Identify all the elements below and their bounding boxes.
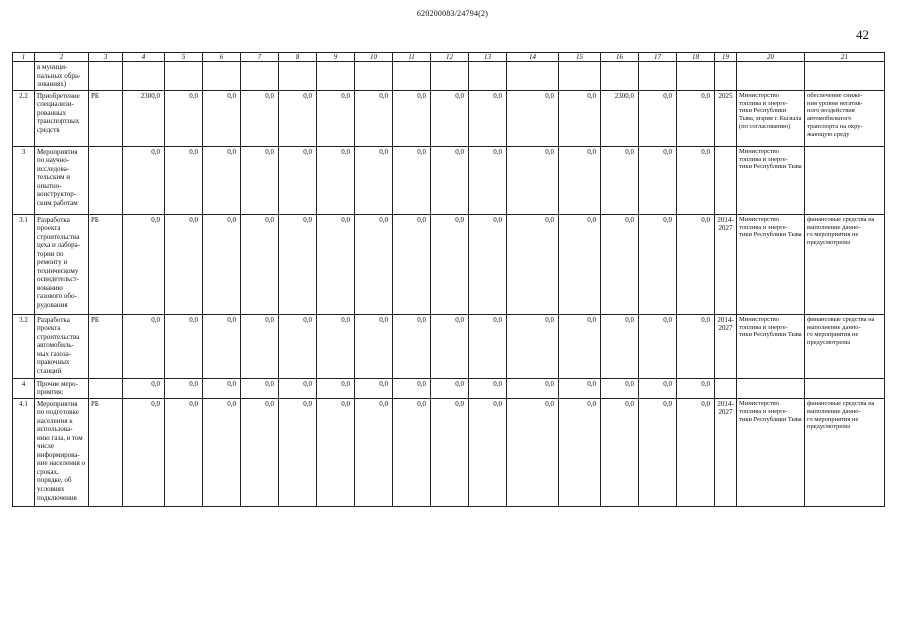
table-cell — [393, 62, 431, 91]
table-cell: 0,0 — [507, 314, 559, 378]
column-number-header: 14 — [507, 53, 559, 62]
column-number-header: 5 — [165, 53, 203, 62]
table-cell: 0,0 — [639, 378, 677, 398]
table-cell: 0,0 — [559, 214, 601, 314]
table-cell: 0,0 — [469, 378, 507, 398]
table-row — [13, 398, 885, 506]
table-cell: 0,0 — [165, 378, 203, 398]
table-cell: 0,0 — [677, 398, 715, 506]
table-cell: 0,0 — [203, 146, 241, 214]
table-cell — [737, 378, 805, 398]
table-cell: 0,0 — [317, 378, 355, 398]
column-number-header: 1 — [13, 53, 35, 62]
table-cell: Приобретение специализи- рованных транспортных средств — [35, 90, 89, 146]
table-cell: 0,0 — [393, 378, 431, 398]
table-cell: 0,0 — [203, 314, 241, 378]
table-cell: 4 — [13, 378, 35, 398]
table-cell: 0,0 — [507, 146, 559, 214]
table-cell: Министерство топлива и энерге- тики Республики Тыва — [737, 398, 805, 506]
table-cell — [507, 62, 559, 91]
column-number-header: 17 — [639, 53, 677, 62]
table-cell: 0,0 — [639, 90, 677, 146]
column-number-header: 3 — [89, 53, 123, 62]
column-number-header: 16 — [601, 53, 639, 62]
program-activities-table — [12, 52, 885, 507]
table-cell: 0,0 — [431, 314, 469, 378]
table-cell: Разработка проекта строительства цеха и лабора- тории по ремонту и техническому освидетельст- вованию газового обо- рудования — [35, 214, 89, 314]
table-cell: 0,0 — [507, 214, 559, 314]
table-cell: 0,0 — [317, 398, 355, 506]
table-cell — [431, 62, 469, 91]
table-cell: 0,0 — [639, 398, 677, 506]
table-cell: 0,0 — [355, 146, 393, 214]
table-cell: 2014- 2027 — [715, 314, 737, 378]
table-cell: 2300,0 — [601, 90, 639, 146]
document-id-number: 620200083/24794(2) — [416, 9, 489, 18]
table-cell: в муници- пальных обра- зованиях) — [35, 62, 89, 91]
table-row — [13, 314, 885, 378]
table-cell: 4.1 — [13, 398, 35, 506]
column-number-header: 9 — [317, 53, 355, 62]
table-cell: 0,0 — [241, 378, 279, 398]
table-cell: 2.2 — [13, 90, 35, 146]
table-cell: 3 — [13, 146, 35, 214]
table-cell: Мероприятия по научно- исследова- тельским и опытно- конструктор- ским работам — [35, 146, 89, 214]
table-cell: 0,0 — [241, 398, 279, 506]
table-cell — [805, 378, 885, 398]
table-cell — [639, 62, 677, 91]
table-cell: 0,0 — [677, 314, 715, 378]
table-cell — [677, 62, 715, 91]
table-cell: 0,0 — [279, 314, 317, 378]
table-cell: 0,0 — [431, 378, 469, 398]
table-cell: 0,0 — [279, 398, 317, 506]
table-cell: 0,0 — [279, 90, 317, 146]
table-cell — [469, 62, 507, 91]
table-cell: Министерство топлива и энерге- тики Республики Тыва — [737, 146, 805, 214]
table-cell: 0,0 — [317, 90, 355, 146]
table-cell: 0,0 — [469, 90, 507, 146]
table-cell — [559, 62, 601, 91]
table-cell — [89, 146, 123, 214]
table-cell: 3.2 — [13, 314, 35, 378]
table-cell: финансовые средства на выполнение данно- го мероприятия не предусмотрены — [805, 214, 885, 314]
table-cell: 0,0 — [431, 398, 469, 506]
table-cell: 0,0 — [123, 314, 165, 378]
table-cell: 0,0 — [393, 398, 431, 506]
table-cell: 0,0 — [559, 378, 601, 398]
table-cell: 2014- 2027 — [715, 214, 737, 314]
column-number-header: 7 — [241, 53, 279, 62]
table-cell: 0,0 — [317, 314, 355, 378]
column-number-header: 2 — [35, 53, 89, 62]
column-number-header: 4 — [123, 53, 165, 62]
table-cell: 0,0 — [393, 146, 431, 214]
column-number-header: 10 — [355, 53, 393, 62]
table-cell: 0,0 — [601, 314, 639, 378]
column-number-header: 8 — [279, 53, 317, 62]
table-cell — [601, 62, 639, 91]
column-number-header: 6 — [203, 53, 241, 62]
table-row — [13, 62, 885, 91]
table-cell: 0,0 — [317, 146, 355, 214]
table-cell — [715, 62, 737, 91]
table-cell: 0,0 — [601, 146, 639, 214]
table-cell — [715, 378, 737, 398]
table-cell: 0,0 — [677, 146, 715, 214]
table-cell — [13, 62, 35, 91]
column-number-header: 11 — [393, 53, 431, 62]
column-number-header: 19 — [715, 53, 737, 62]
table-cell: 0,0 — [431, 146, 469, 214]
table-cell: 2025 — [715, 90, 737, 146]
table-cell: 0,0 — [469, 398, 507, 506]
table-cell — [203, 62, 241, 91]
table-cell: 0,0 — [559, 314, 601, 378]
table-cell: 0,0 — [469, 314, 507, 378]
table-cell: 0,0 — [241, 214, 279, 314]
table-cell — [355, 62, 393, 91]
table-cell: 0,0 — [393, 214, 431, 314]
table-cell: 0,0 — [507, 398, 559, 506]
table-cell: 0,0 — [203, 378, 241, 398]
column-number-header: 18 — [677, 53, 715, 62]
column-number-header: 13 — [469, 53, 507, 62]
table-cell: Министерство топлива и энерге- тики Республики Тыва — [737, 214, 805, 314]
table-cell: 0,0 — [559, 90, 601, 146]
table-cell: финансовые средства на выполнение данно- го мероприятия не предусмотрены — [805, 398, 885, 506]
table-cell: 0,0 — [431, 214, 469, 314]
table-cell: 0,0 — [279, 146, 317, 214]
table-cell: 0,0 — [165, 314, 203, 378]
table-cell: Мероприятия по подготовке населения к использова- нию газа, в том числе информирова- ние населения о сроках, порядке, об условиях подключения — [35, 398, 89, 506]
table-cell: 0,0 — [601, 214, 639, 314]
table-cell: 0,0 — [677, 378, 715, 398]
table-cell: 0,0 — [639, 146, 677, 214]
table-cell: 0,0 — [677, 214, 715, 314]
table-cell: 0,0 — [165, 90, 203, 146]
table-cell: Прочие меро- приятия: — [35, 378, 89, 398]
column-number-header: 15 — [559, 53, 601, 62]
table-cell — [165, 62, 203, 91]
table-cell: 0,0 — [355, 214, 393, 314]
table-cell — [89, 378, 123, 398]
table-cell: обеспечение сниже- ния уровня негатив- ного воздействия автомобильного транспорта на окру- жающую среду — [805, 90, 885, 146]
table-cell: 0,0 — [469, 214, 507, 314]
column-number-header: 21 — [805, 53, 885, 62]
table-cell: 0,0 — [123, 146, 165, 214]
page-number: 42 — [856, 27, 869, 42]
table-header-row — [13, 53, 885, 62]
table-cell — [123, 62, 165, 91]
table-cell: 0,0 — [507, 90, 559, 146]
table-cell: 0,0 — [203, 90, 241, 146]
table-cell: 3.1 — [13, 214, 35, 314]
table-cell: РБ — [89, 398, 123, 506]
table-cell — [715, 146, 737, 214]
table-cell: 0,0 — [469, 146, 507, 214]
table-cell: РБ — [89, 90, 123, 146]
table-cell: 0,0 — [241, 90, 279, 146]
table-cell: 0,0 — [317, 214, 355, 314]
table-cell: 0,0 — [165, 146, 203, 214]
table-cell — [805, 62, 885, 91]
table-cell — [241, 62, 279, 91]
table-cell: 0,0 — [241, 146, 279, 214]
table-cell: 0,0 — [601, 398, 639, 506]
table-cell: 2014- 2027 — [715, 398, 737, 506]
table-cell: 2300,0 — [123, 90, 165, 146]
table-cell: 0,0 — [393, 90, 431, 146]
table-cell: 0,0 — [559, 146, 601, 214]
table-cell: 0,0 — [507, 378, 559, 398]
table-cell: 0,0 — [677, 90, 715, 146]
table-cell — [317, 62, 355, 91]
table-cell: 0,0 — [639, 214, 677, 314]
table-cell: 0,0 — [601, 378, 639, 398]
table-cell: 0,0 — [355, 378, 393, 398]
table-cell — [737, 62, 805, 91]
table-cell: 0,0 — [203, 398, 241, 506]
table-cell: 0,0 — [639, 314, 677, 378]
table-cell — [805, 146, 885, 214]
table-row — [13, 146, 885, 214]
column-number-header: 20 — [737, 53, 805, 62]
table-cell: Разработка проекта строительства автомобиль- ных газоза- правочных станций — [35, 314, 89, 378]
table-cell: 0,0 — [279, 378, 317, 398]
table-cell: 0,0 — [123, 398, 165, 506]
table-cell: Министерство топлива и энерге- тики Республики Тыва, мэрия г. Кызыла (по согласованию) — [737, 90, 805, 146]
table-cell: 0,0 — [241, 314, 279, 378]
table-cell: РБ — [89, 214, 123, 314]
table-cell: 0,0 — [559, 398, 601, 506]
table-row — [13, 90, 885, 146]
table-cell — [279, 62, 317, 91]
table-cell: 0,0 — [165, 214, 203, 314]
table-cell: финансовые средства на выполнение данно- го мероприятия не предусмотрены — [805, 314, 885, 378]
table-cell: 0,0 — [203, 214, 241, 314]
table-cell: Министерство топлива и энерге- тики Республики Тыва — [737, 314, 805, 378]
table-row — [13, 378, 885, 398]
table-cell: 0,0 — [355, 90, 393, 146]
table-cell: 0,0 — [123, 214, 165, 314]
table-cell: 0,0 — [431, 90, 469, 146]
table-row — [13, 214, 885, 314]
table-cell: 0,0 — [123, 378, 165, 398]
table-cell — [89, 62, 123, 91]
table-cell: 0,0 — [355, 398, 393, 506]
table-cell: РБ — [89, 314, 123, 378]
table-cell: 0,0 — [279, 214, 317, 314]
table-cell: 0,0 — [393, 314, 431, 378]
column-number-header: 12 — [431, 53, 469, 62]
table-cell: 0,0 — [355, 314, 393, 378]
table-cell: 0,0 — [165, 398, 203, 506]
